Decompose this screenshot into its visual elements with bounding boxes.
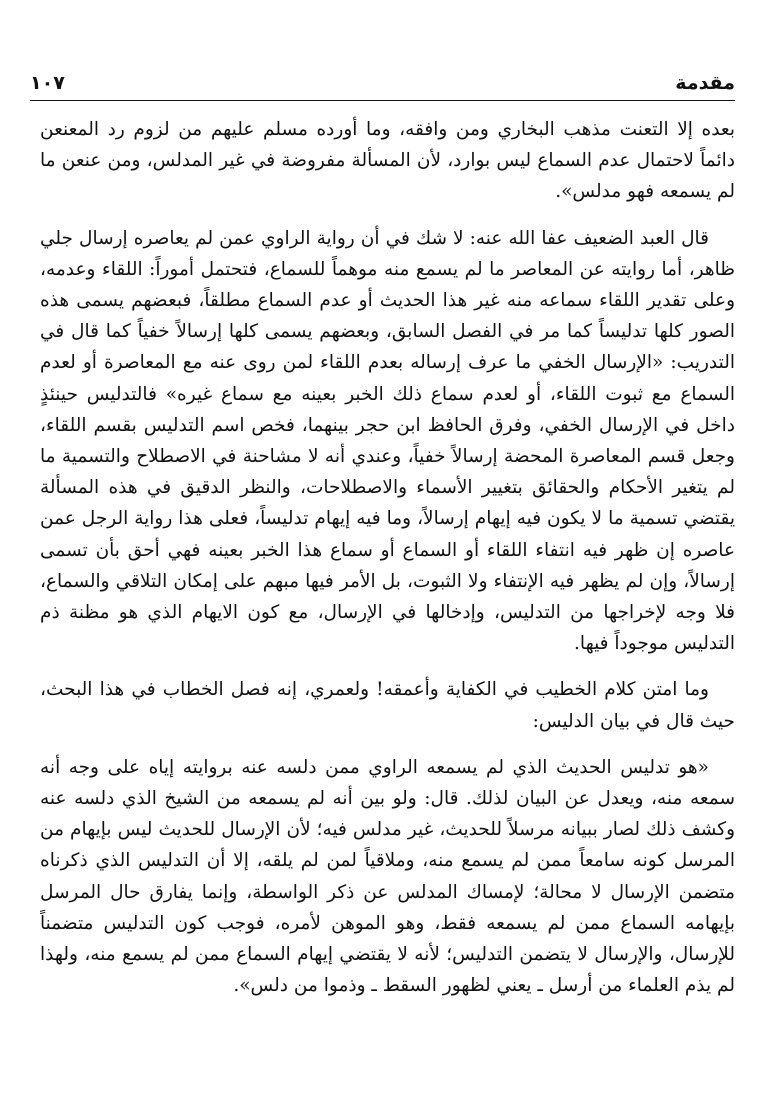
chapter-title: مقدمة xyxy=(675,72,735,94)
paragraph-author-comment: قال العبد الضعيف عفا الله عنه: لا شك في أن رواية الراوي عمن لم يعاصره إرسال جلي ظاهر، أما روايته عن المعاصر ما لم يسمع منه موهماً للسماع، فتحتمل أموراً: اللقاء وعدمه، وعلى تقدير اللقاء سماعه منه غير هذا الحديث أو عدم السماع مطلقاً، فبعضهم يسمى هذه الصور كلها تدليساً كما مر في الفصل السابق، وبعضهم يسمى كلها إرسالاً خفياً كما قال في التدريب: «الإرسال الخفي ما عرف إرساله بعدم اللقاء لمن روى عنه مع المعاصرة أو لعدم السماع مع ثبوت اللقاء، أو لعدم سماع ذلك الخبر بعينه مع سماع غيره» فالتدليس حينئذٍ داخل في الإرسال الخفي، وفرق الحافظ ابن حجر بينهما، فخص اسم التدليس بقسم اللقاء، وجعل قسم المعاصرة المحضة إرسالاً خفياً، وعندي أنه لا مشاحنة في الاصطلاح والتسمية ما لم يتغير الأحكام والحقائق بتغيير الأسماء والاصطلاحات، والنظر الدقيق في هذه المسألة يقتضي تسمية ما لا يكون فيه إيهام إرسالاً، وما فيه إيهام تدليساً، فعلى هذا رواية الرجل عمن عاصره إن ظهر فيه انتفاء اللقاء أو السماع أو سماع هذا الخبر بعينه فهي أحق بأن تسمى إرسالاً، وإن لم يظهر فيه الإنتفاء ولا الثبوت، بل الأمر فيها مبهم على إمكان التلاقي والسماع، فلا وجه لإخراجها من التدليس، وإدخالها في الإرسال، مع كون الايهام الذي هو مظنة ذم التدليس موجوداً فيها. xyxy=(40,227,735,655)
page-header xyxy=(30,66,735,94)
paragraph-khatib-quote: «هو تدليس الحديث الذي لم يسمعه الراوي ممن دلسه عنه بروايته إياه على وجه أنه سمعه منه، ويعدل عن البيان لذلك. قال: ولو بين أنه لم يسمعه من الشيخ الذي دلسه عنه وكشف ذلك لصار ببيانه مرسلاً للحديث، غير مدلس فيه؛ لأن الإرسال للحديث ليس بإيهام من المرسل كونه سامعاً ممن لم يسمع منه، وملاقياً لمن لم يلقه، إلا أن التدليس الذي ذكرناه متضمن الإرسال لا محالة؛ لإمساك المدلس عن ذكر الواسطة، وإنما يفارق حال المرسل بإيهامه السماع ممن لم يسمعه فقط، وهو الموهن لأمره، فوجب كون التدليس متضمناً للإرسال، والإرسال لا يتضمن التدليس؛ لأنه لا يقتضي إيهام السماع ممن لم يسمع منه، ولهذا لم يذم العلماء من أرسل ـ يعني لظهور السقط ـ وذموا من دلس». xyxy=(40,756,735,997)
page-number: ١٠٧ xyxy=(30,72,65,94)
paragraph-continuation: بعده إلا التعنت مذهب البخاري ومن وافقه، وما أورده مسلم عليهم من لزوم رد المعنعن دائماً لاحتمال عدم السماع ليس بوارد، لأن المسألة مفروضة في غير المدلس، ومن عنعن ما لم يسمعه فهو مدلس». xyxy=(40,119,735,203)
page-body xyxy=(40,114,735,1016)
paragraph-khatib-intro: وما امتن كلام الخطيب في الكفاية وأعمقه! ولعمري، إنه فصل الخطاب في هذا البحث، حيث قال في بيان الدليس: xyxy=(40,679,735,732)
header-rule xyxy=(30,100,735,101)
